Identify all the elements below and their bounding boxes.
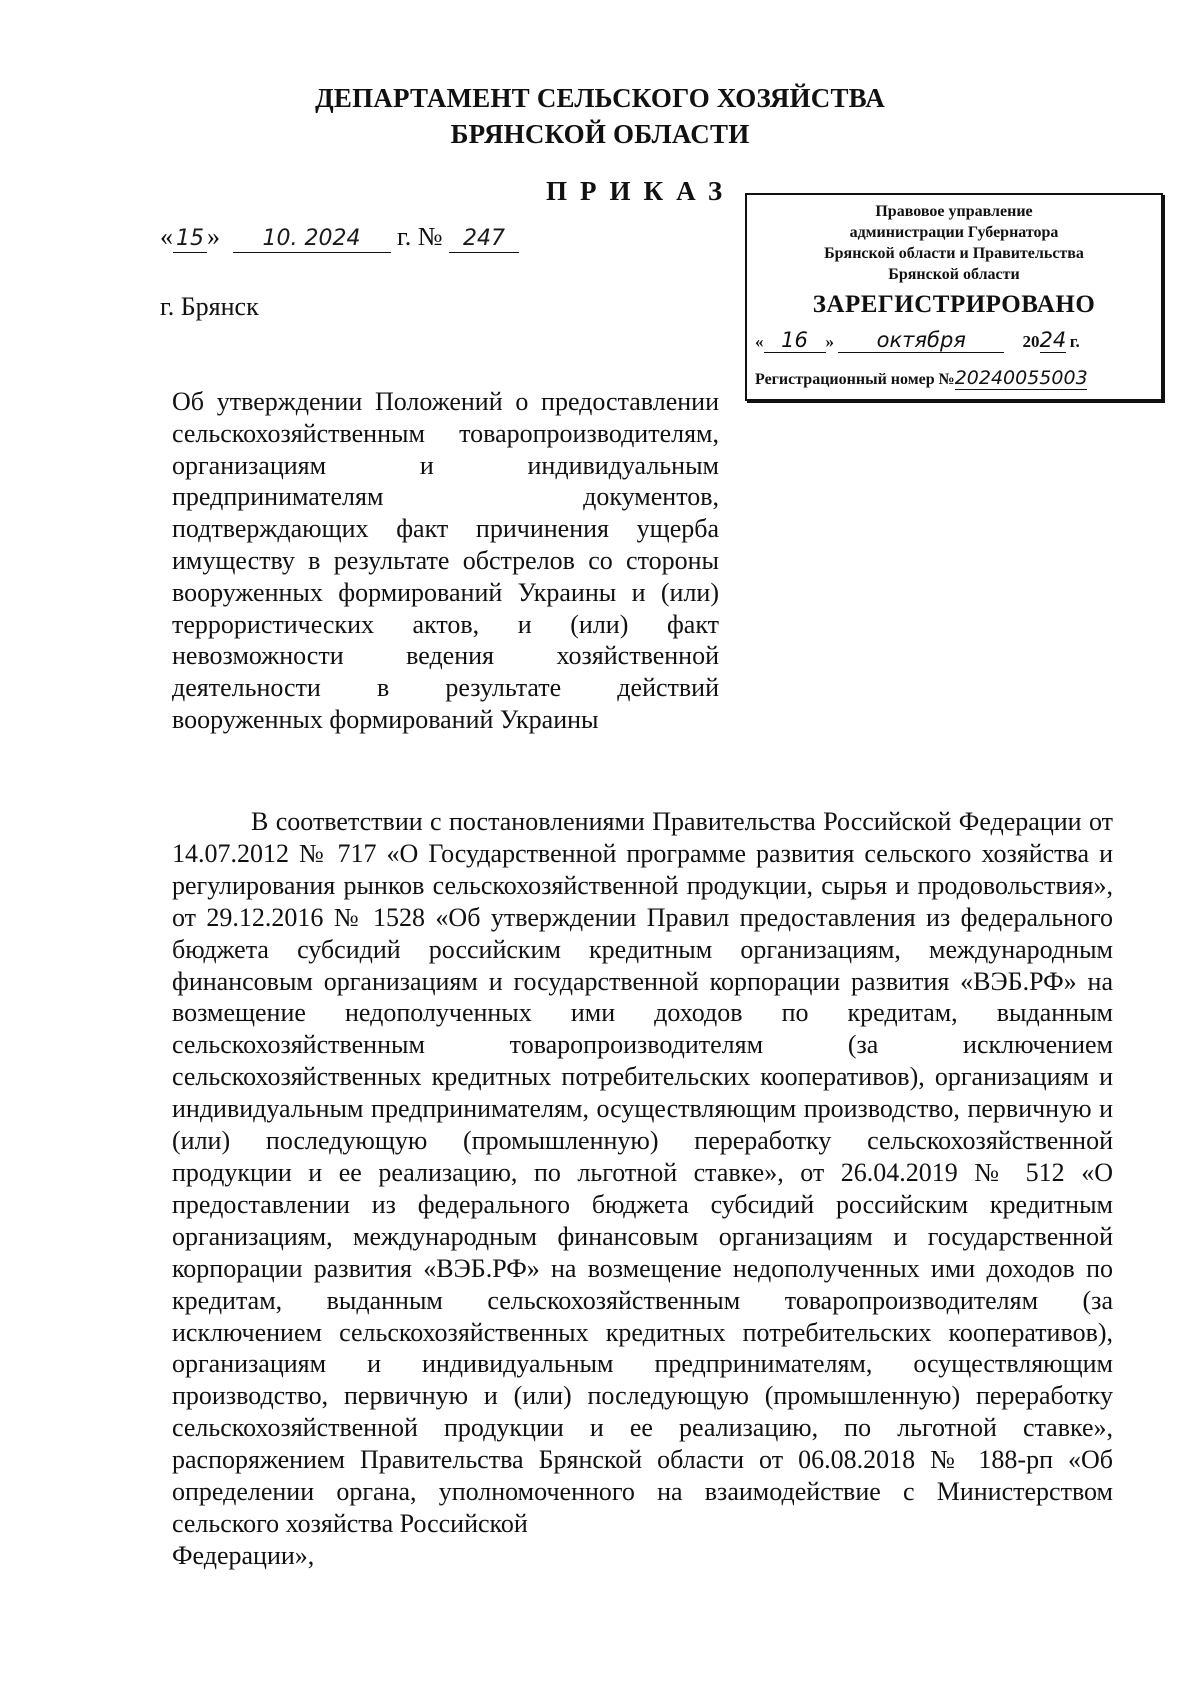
order-body	[172, 806, 1113, 1572]
document-type-title: ПРИКАЗ	[546, 176, 736, 206]
stamp-reg-number-label: Регистрационный номер №	[755, 371, 955, 388]
stamp-handwritten-year: 24	[1039, 328, 1067, 352]
order-date-number-line	[160, 220, 519, 254]
order-subject-last-line: вооруженных формирований Украины	[172, 704, 599, 734]
registration-stamp	[745, 193, 1163, 401]
order-subject-text: Об утверждении Положений о предоставлении сельскохозяйственным товаропроизводителям, организациям и индивидуальным предпринимателям документов, подтверждающих факт причинения ущерба имуществу в результате обстрелов со стороны вооруженных формирований Украины и (или) террористических актов, и (или) факт невозможности ведения хозяйственной деятельности в результате действий	[172, 387, 719, 703]
stamp-date-open-quote: «	[755, 332, 764, 351]
stamp-year-suffix: г.	[1069, 332, 1080, 351]
city-label: г. Брянск	[160, 292, 259, 321]
order-body-paragraph: В соответствии с постановлениями Правительства Российской Федерации от 14.07.2012 № 717 «О Государственной программе развития сельского хозяйства и регулирования рынков сельскохозяйственной продукции, сырья и продовольствия», от 29.12.2016 № 1528 «Об утверждении Правил предоставления из федерального бюджета субсидий российским кредитным организациям, международным финансовым организациям и государственной корпорации развития «ВЭБ.РФ» на возмещение недополученных ими доходов по кредитам, выданным сельскохозяйственным товаропроизводителям (за исключением сельскохозяйственных кредитных потребительских кооперативов), организациям и индивидуальным предпринимателям, осуществляющим производство, первичную и (или) последующую (промышленную) переработку сельскохозяйственной продукции и ее реализацию, по льготной ставке», от 26.04.2019 № 512 «О предоставлении из федерального бюджета субсидий российским кредитным организациям, международным финансовым организациям и государственной корпорации развития «ВЭБ.РФ» на возмещение недополученных ими доходов по кредитам, выданным сельскохозяйственным товаропроизводителям (за исключением сельскохозяйственных кредитных потребительских кооперативов), организациям и индивидуальным предпринимателям, осуществляющим производство, первичную и (или) последующую (промышленную) переработку сельскохозяйственной продукции и ее реализацию, по льготной ставке», распоряжением Правительства Брянской области от 06.08.2018 № 188-рп «Об определении органа, уполномоченного на взаимодействие с Министерством сельского хозяйства Российской	[172, 807, 1113, 1538]
stamp-line-1: Правовое управление	[875, 203, 1033, 220]
stamp-date-close-quote: »	[825, 332, 834, 351]
handwritten-day: 15	[173, 226, 207, 253]
department-name-line1: ДЕПАРТАМЕНТ СЕЛЬСКОГО ХОЗЯЙСТВА	[315, 83, 885, 113]
handwritten-date: 10. 2024	[233, 226, 391, 253]
stamp-year-prefix: 20	[1022, 332, 1040, 351]
stamp-date-row	[755, 328, 1153, 353]
order-subject	[172, 386, 719, 736]
date-close-quote: »	[207, 222, 220, 251]
stamp-reg-number-row	[755, 367, 1153, 390]
stamp-line-2: администрации Губернатора	[849, 224, 1059, 241]
order-body-tail: Федерации»,	[172, 1540, 315, 1570]
stamp-registered-status: ЗАРЕГИСТРИРОВАНО	[812, 291, 1096, 318]
stamp-handwritten-reg-number: 20240055003	[954, 367, 1088, 389]
department-name-line2: БРЯНСКОЙ ОБЛАСТИ	[450, 119, 750, 149]
stamp-handwritten-month: октября	[838, 328, 1004, 353]
year-number-label: г. №	[397, 222, 443, 251]
date-open-quote: «	[160, 222, 173, 251]
stamp-line-4: Брянской области	[888, 266, 1020, 283]
handwritten-order-number: 247	[449, 226, 519, 253]
stamp-handwritten-day: 16	[764, 328, 826, 353]
department-header	[0, 80, 1200, 152]
stamp-line-3: Брянской области и Правительства	[824, 245, 1084, 262]
